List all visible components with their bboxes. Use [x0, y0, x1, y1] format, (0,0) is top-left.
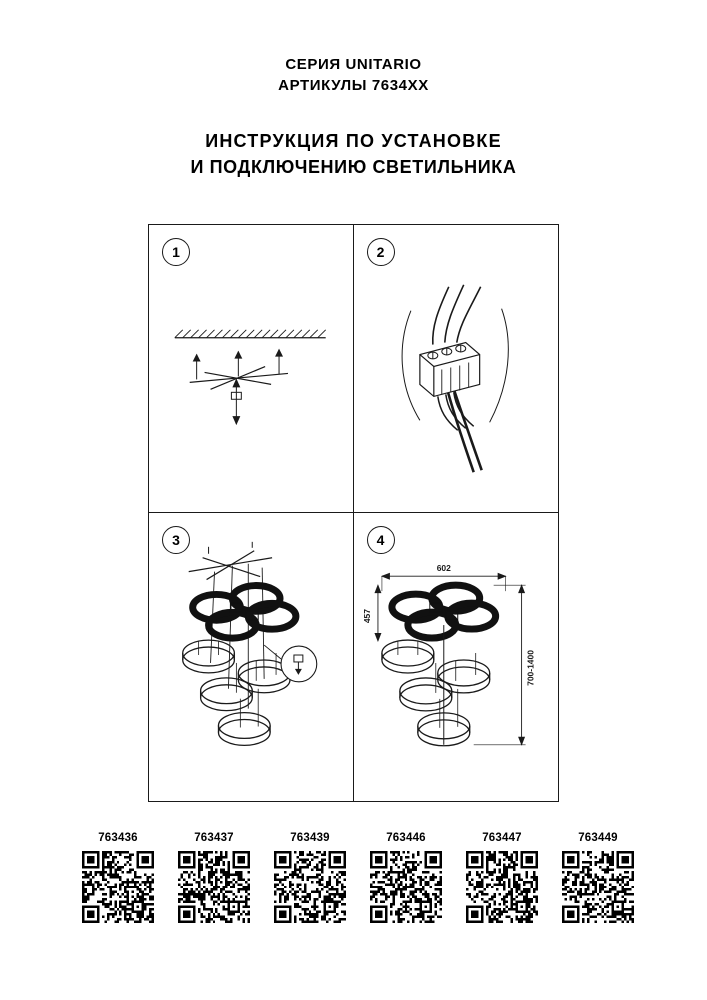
dimension-width: 602 — [436, 563, 451, 574]
qr-image[interactable] — [562, 851, 634, 923]
qr-label: 763446 — [386, 832, 426, 844]
qr-image[interactable] — [370, 851, 442, 923]
step-3-diagram — [149, 513, 353, 801]
title-line-1: ИНСТРУКЦИЯ ПО УСТАНОВКЕ — [205, 131, 502, 151]
qr-image[interactable] — [82, 851, 154, 923]
qr-image[interactable] — [274, 851, 346, 923]
qr-image[interactable] — [466, 851, 538, 923]
header — [0, 54, 707, 96]
step-panel-1 — [149, 225, 354, 513]
step-4-diagram — [354, 513, 559, 801]
step-number-2: 2 — [367, 238, 395, 266]
dimension-height: 457 — [361, 609, 372, 624]
qr-label: 763436 — [98, 832, 138, 844]
steps-grid — [148, 224, 559, 802]
page-title — [0, 128, 707, 180]
step-1-diagram — [149, 225, 353, 512]
article-label: АРТИКУЛЫ 7634XX — [278, 77, 429, 94]
qr-item — [274, 832, 354, 923]
qr-code-row — [82, 832, 642, 923]
qr-image[interactable] — [178, 851, 250, 923]
qr-item — [562, 832, 642, 923]
step-panel-3 — [149, 513, 354, 801]
step-2-diagram — [354, 225, 559, 512]
qr-label: 763439 — [290, 832, 330, 844]
qr-label: 763449 — [578, 832, 618, 844]
qr-item — [178, 832, 258, 923]
step-number-4: 4 — [367, 526, 395, 554]
qr-label: 763447 — [482, 832, 522, 844]
step-number-1: 1 — [162, 238, 190, 266]
qr-item — [370, 832, 450, 923]
qr-label: 763437 — [194, 832, 234, 844]
step-panel-4 — [354, 513, 559, 801]
step-panel-2 — [354, 225, 559, 513]
qr-item — [466, 832, 546, 923]
title-line-2: И ПОДКЛЮЧЕНИЮ СВЕТИЛЬНИКА — [190, 157, 517, 177]
step-number-3: 3 — [162, 526, 190, 554]
dimension-drop: 700-1400 — [525, 650, 536, 686]
qr-item — [82, 832, 162, 923]
series-label: СЕРИЯ UNITARIO — [285, 56, 422, 73]
